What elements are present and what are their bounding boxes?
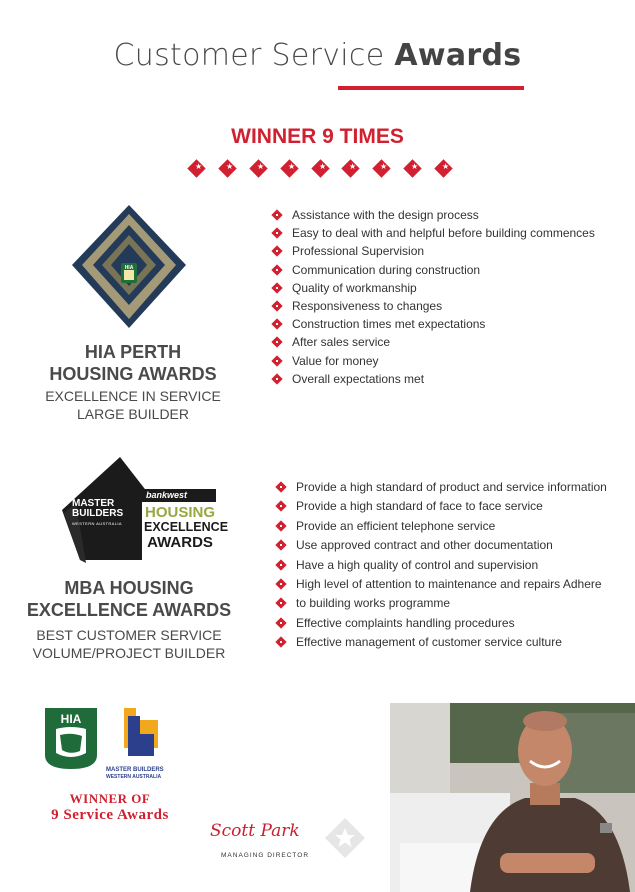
mba-subtitle-line1: BEST CUSTOMER SERVICE (36, 627, 222, 643)
hia-title-line2: HOUSING AWARDS (49, 364, 217, 384)
star-diamond-icon (218, 159, 236, 177)
mba-sponsor: bankwest (146, 490, 188, 500)
hia-criteria-item: Responsiveness to changes (270, 299, 595, 317)
hia-footer-text: HIA (60, 712, 82, 726)
hia-subtitle-line2: LARGE BUILDER (76, 406, 190, 422)
mba-badge-title1: HOUSING (144, 504, 215, 521)
hia-award-logo (70, 203, 188, 330)
mba-badge-title2: EXCELLENCE (144, 520, 229, 534)
mba-criteria-item: Provide an efficient telephone service (274, 519, 607, 538)
mba-criteria-item: High level of attention to maintenance and repairs Adhere (274, 577, 607, 596)
mb-footer-line1: MASTER BUILDERS (106, 767, 164, 773)
mba-badge-line3: WESTERN AUSTRALIA (72, 521, 122, 526)
hia-logo-text: HIA (124, 265, 134, 271)
mba-criteria-item: Have a high quality of control and supervision (274, 558, 607, 577)
hia-criteria-item: After sales service (270, 335, 595, 353)
hia-criteria-item: Professional Supervision (270, 244, 595, 262)
hia-award-subtitle (20, 387, 246, 423)
hia-award-title (20, 341, 246, 385)
mba-badge-title3: AWARDS (147, 534, 213, 551)
mba-subtitle-line2: VOLUME/PROJECT BUILDER (32, 645, 226, 661)
signature-role: MANAGING DIRECTOR (221, 852, 310, 859)
mba-criteria-item: Effective management of customer service culture (274, 635, 607, 654)
hia-criteria-item: Construction times met expectations (270, 317, 595, 335)
mba-criteria-item: Effective complaints handling procedures (274, 616, 607, 635)
mba-badge-line1: MASTER (72, 498, 115, 509)
hia-criteria-list (270, 208, 595, 390)
hia-title-line1: HIA PERTH (84, 342, 182, 362)
hia-criteria-item: Value for money (270, 354, 595, 372)
mba-title-line1: MBA HOUSING (64, 578, 194, 598)
star-diamond-icon (187, 159, 205, 177)
page-title (0, 38, 635, 73)
mba-criteria-item: to building works programme (274, 596, 607, 615)
mb-logo-icon (106, 706, 176, 762)
mba-criteria-list (274, 480, 607, 655)
star-diamond-icon (342, 159, 360, 177)
star-diamond-icon (403, 159, 421, 177)
star-diamond-icon (280, 159, 298, 177)
hia-criteria-item: Communication during construction (270, 263, 595, 281)
hia-criteria-item: Assistance with the design process (270, 208, 595, 226)
mba-award-title (16, 577, 242, 621)
mb-footer-logo (106, 706, 176, 780)
title-underline (338, 86, 524, 90)
winner-of-awards (20, 790, 200, 824)
star-row (190, 160, 450, 178)
title-bold: Awards (394, 38, 522, 73)
signature: Scott Park (210, 821, 300, 841)
winner-footer-line2: 9 Service Awards (51, 807, 169, 823)
mba-criteria-item: Use approved contract and other documentation (274, 538, 607, 557)
title-light: Customer Service (113, 38, 385, 73)
managing-director-photo (390, 703, 635, 892)
hia-criteria-item: Overall expectations met (270, 372, 595, 390)
watermark-star-diamond (323, 816, 367, 860)
star-diamond-icon (249, 159, 267, 177)
mba-criteria-item: Provide a high standard of face to face service (274, 499, 607, 518)
mba-badge-line2: BUILDERS (72, 508, 124, 519)
photo-illustration (390, 703, 635, 892)
mba-award-subtitle (16, 626, 242, 662)
mba-badge-org (72, 499, 123, 529)
star-diamond-icon (373, 159, 391, 177)
star-diamond-icon (311, 159, 329, 177)
mba-title-line2: EXCELLENCE AWARDS (26, 600, 232, 620)
winner-footer-line1: WINNER OF (69, 791, 151, 806)
mb-footer-text (106, 767, 176, 781)
mba-badge-title (144, 504, 229, 551)
star-diamond-icon (434, 159, 452, 177)
mba-criteria-item: Provide a high standard of product and service information (274, 480, 607, 499)
winner-heading: WINNER 9 TIMES (231, 125, 404, 148)
mb-footer-line2: WESTERN AUSTRALIA (106, 774, 162, 780)
mba-award-badge (60, 455, 229, 565)
hia-footer-logo (42, 705, 100, 771)
hia-subtitle-line1: EXCELLENCE IN SERVICE (45, 388, 221, 404)
hia-criteria-item: Quality of workmanship (270, 281, 595, 299)
hia-criteria-item: Easy to deal with and helpful before building commences (270, 226, 595, 244)
